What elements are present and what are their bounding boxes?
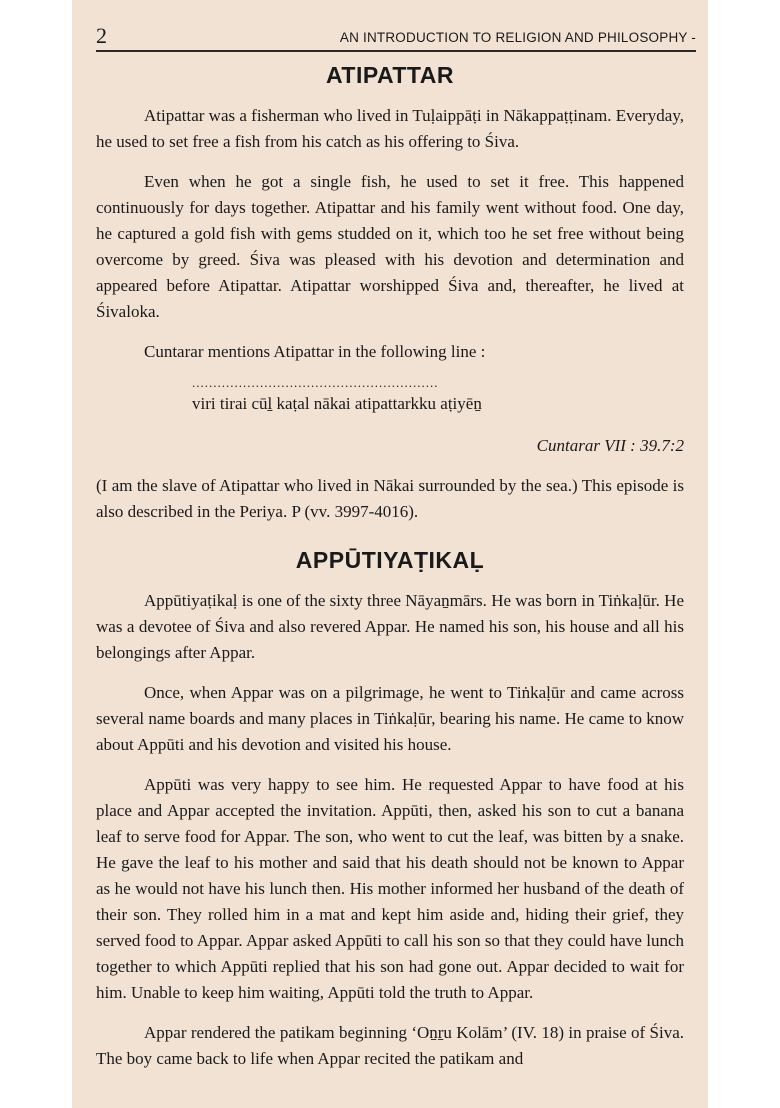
paragraph: Atipattar was a fisherman who lived in Tuḷaippāṭi in Nākappaṭṭinam. Everyday, he used to set free a fish from his catch as his offering to Śiva. <box>96 106 684 151</box>
paragraph: Even when he got a single fish, he used to set it free. This happened continuously for days together. Atipattar and his family went without food. One day, he captured a gold fish with gems studded on it, which too he set free without being overcome by greed. Śiva was pleased with his devotion and determination and appeared before Atipattar. Atipattar worshipped Śiva and, thereafter, he lived at Śivaloka. <box>96 172 684 321</box>
paragraph: Appūtiyaṭikaḷ is one of the sixty three Nāyaṉmārs. He was born in Tiṅkaḷūr. He was a devotee of Śiva and also revered Appar. He named his son, his house and all his belongings after Appar. <box>96 591 684 662</box>
ellipsis-line: .......................................................... <box>192 375 439 390</box>
paragraph: Cuntarar mentions Atipattar in the following line : <box>144 342 486 361</box>
page-content <box>96 56 684 1086</box>
running-title: AN INTRODUCTION TO RELIGION AND PHILOSOPHY - <box>339 30 696 45</box>
section-title-atipattar: ATIPATTAR <box>326 62 454 88</box>
book-page <box>72 0 708 1108</box>
verse-quote: viri tirai cūḻ kaṭal nākai atipattarkku aṭiyēṉ <box>192 394 482 413</box>
section-title-apputiyatikal: APPŪTIYAṬIKAḶ <box>295 547 485 573</box>
page-number: 2 <box>96 23 107 48</box>
page-header <box>96 22 696 52</box>
paragraph: Appūti was very happy to see him. He requested Appar to have food at his place and Appar accepted the invitation. Appūti, then, asked his son to cut a banana leaf to serve food for Appar. The son, who went to cut the leaf, was bitten by a snake. He gave the leaf to his mother and said that his death should not be known to Appar as he would not have his lunch then. His mother informed her husband of the death of their son. They rolled him in a mat and kept him aside and, hiding their grief, they served food to Appar. Appar asked Appūti to call his son so that they could have lunch together to which Appūti replied that his son had gone out. Appar decided to wait for him. Unable to keep him waiting, Appūti told the truth to Appar. <box>96 775 684 1002</box>
citation: Cuntarar VII : 39.7:2 <box>536 436 684 455</box>
paragraph: Once, when Appar was on a pilgrimage, he went to Tiṅkaḷūr and came across several name boards and many places in Tiṅkaḷūr, bearing his name. He came to know about Appūti and his devotion and visited his house. <box>96 683 684 754</box>
paragraph: Appar rendered the patikam beginning ‘Oṉṟu Kolām’ (IV. 18) in praise of Śiva. The boy came back to life when Appar recited the patikam and <box>96 1023 684 1068</box>
paragraph: (I am the slave of Atipattar who lived in Nākai surrounded by the sea.) This episode is also described in the Periya. P (vv. 3997-4016). <box>96 476 684 521</box>
